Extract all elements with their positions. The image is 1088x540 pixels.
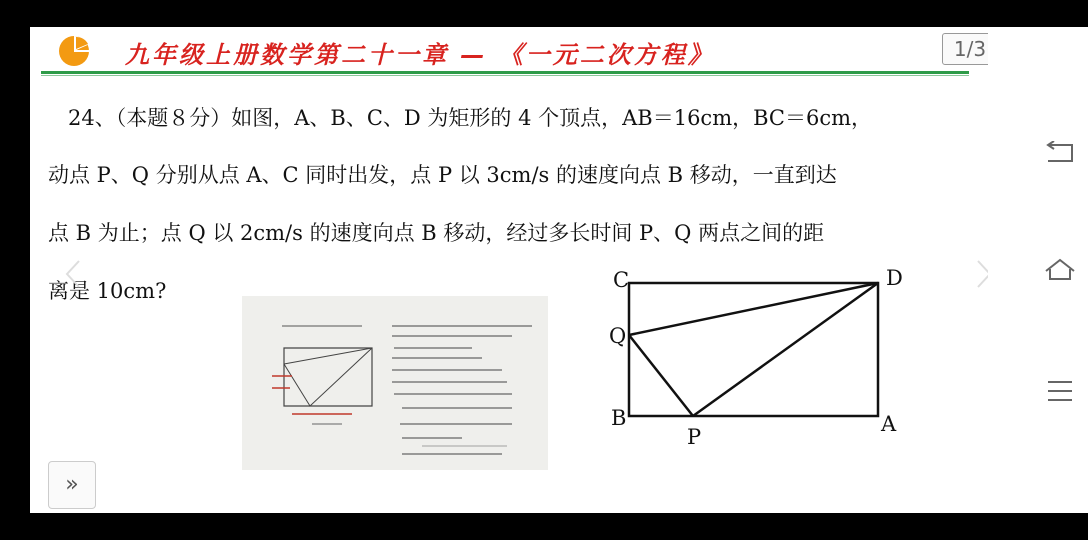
page-title: 九年级上册数学第二十一章 — 《一元二次方程》 <box>125 41 715 69</box>
back-icon[interactable] <box>988 141 1088 165</box>
menu-icon[interactable] <box>988 379 1088 403</box>
label-d: D <box>886 266 903 290</box>
segment-qp <box>629 335 693 416</box>
label-a: A <box>881 412 897 436</box>
next-page-chevron-icon[interactable] <box>975 259 988 289</box>
previous-page-chevron-icon[interactable] <box>64 259 82 289</box>
more-button[interactable]: » <box>48 461 96 509</box>
label-q: Q <box>609 324 627 348</box>
rectangle-figure <box>600 263 920 463</box>
system-nav-panel <box>988 27 1088 513</box>
title-divider <box>41 71 969 74</box>
slide-viewer <box>30 27 988 513</box>
title-divider-thin <box>41 75 969 76</box>
problem-line-1: 24、（本题８分）如图，A、B、C、D 为矩形的 4 个顶点，AB＝16cm，BC＝6cm， <box>68 106 873 130</box>
handwritten-solution-photo <box>242 296 548 470</box>
rectangle-abcd <box>629 283 878 416</box>
label-p: P <box>687 425 702 449</box>
problem-line-3: 点 B 为止；点 Q 以 2cm/s 的速度向点 B 移动，经过多长时间 P、Q 两点之间的距 <box>48 221 825 245</box>
problem-line-4: 离是 10cm? <box>48 279 167 303</box>
label-c: C <box>613 268 630 292</box>
label-b: B <box>611 406 627 430</box>
problem-line-2: 动点 P、Q 分别从点 A、C 同时出发，点 P 以 3cm/s 的速度向点 B 移动，一直到达 <box>48 163 837 187</box>
home-icon[interactable] <box>988 257 1088 283</box>
pie-logo-icon <box>58 35 98 67</box>
page-indicator: 1/3 <box>942 33 988 65</box>
